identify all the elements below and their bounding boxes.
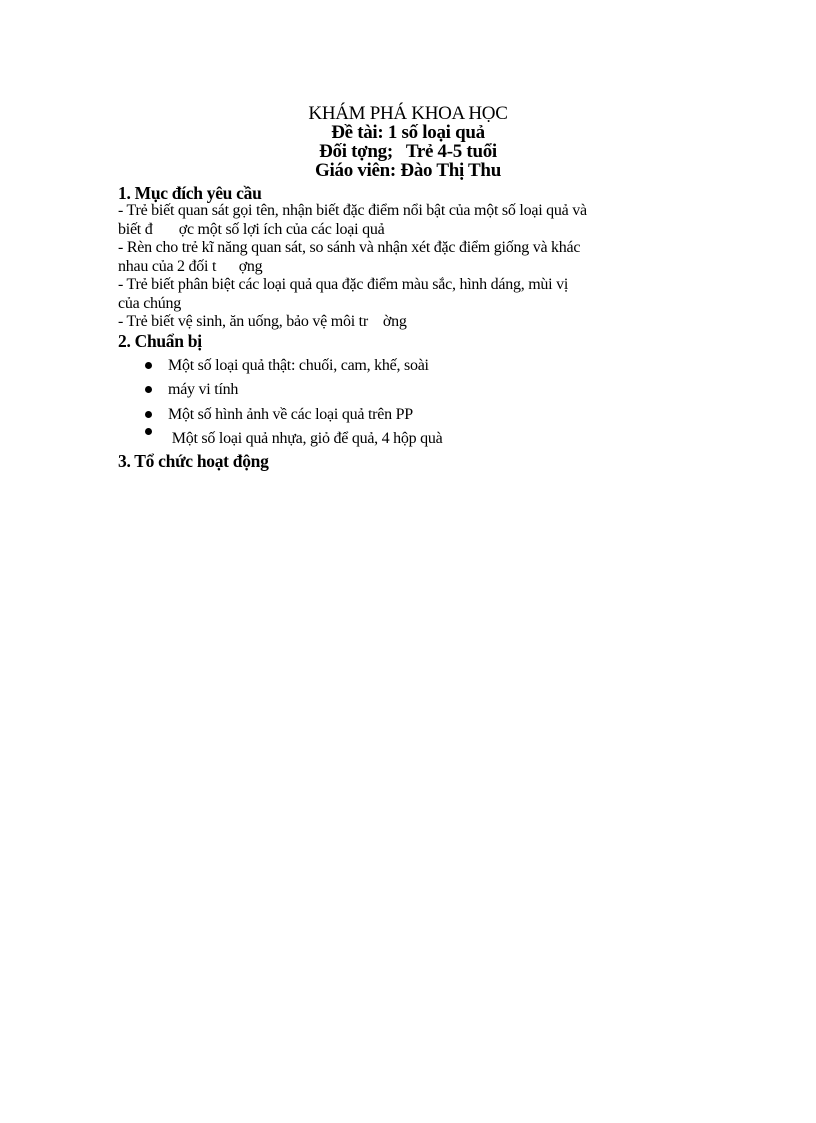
text-line: - Trẻ biết vệ sinh, ăn uống, bảo vệ môi tr ờng: [118, 313, 407, 330]
list-item-text: Một số hình ảnh về các loại quả trên PP: [168, 405, 413, 423]
text-line: - Trẻ biết phân biệt các loại quả qua đặc điểm màu sắc, hình dáng, mùi vị: [118, 276, 569, 293]
bullet-icon: [145, 411, 152, 418]
text-line: của chúng: [118, 294, 182, 312]
title-audience: Đối tợng; Trẻ 4-5 tuổi: [319, 141, 497, 162]
list-item: [118, 354, 698, 379]
list-item-text: Một số loại quả thật: chuối, cam, khế, soài: [168, 356, 429, 374]
text-line: - Rèn cho trẻ kĩ năng quan sát, so sánh và nhận xét đặc điểm giống và khác: [118, 239, 581, 256]
text-line: - Trẻ biết quan sát gọi tên, nhận biết đặc điểm nổi bật của một số loại quả và: [118, 202, 587, 219]
section-heading-preparation: 2. Chuẩn bị: [118, 330, 202, 351]
document-body: [118, 184, 698, 470]
title-subject: KHÁM PHÁ KHOA HỌC: [308, 103, 508, 124]
objectives-text: [118, 202, 698, 332]
preparation-list: [118, 354, 698, 452]
section-heading-objectives: 1. Mục đích yêu cầu: [118, 183, 262, 203]
text-line: nhau của 2 đối t ợng: [118, 257, 263, 275]
list-item: [118, 427, 698, 452]
bullet-icon: [145, 386, 152, 393]
section-heading-activities: 3. Tổ chức hoạt động: [118, 450, 269, 471]
title-teacher: Giáo viên: Đào Thị Thu: [315, 160, 501, 181]
list-item-text: máy vi tính: [168, 381, 239, 398]
list-item: [118, 403, 698, 428]
bullet-icon: [145, 362, 152, 369]
title-topic: Đề tài: 1 số loại quả: [331, 122, 485, 143]
list-item-text: Một số loại quả nhựa, giỏ để quả, 4 hộp quà: [168, 430, 443, 447]
list-item: [118, 378, 698, 403]
title-block: [0, 104, 816, 180]
bullet-icon: [145, 428, 152, 435]
text-line: biết đ ợc một số lợi ích của các loại quả: [118, 220, 385, 238]
